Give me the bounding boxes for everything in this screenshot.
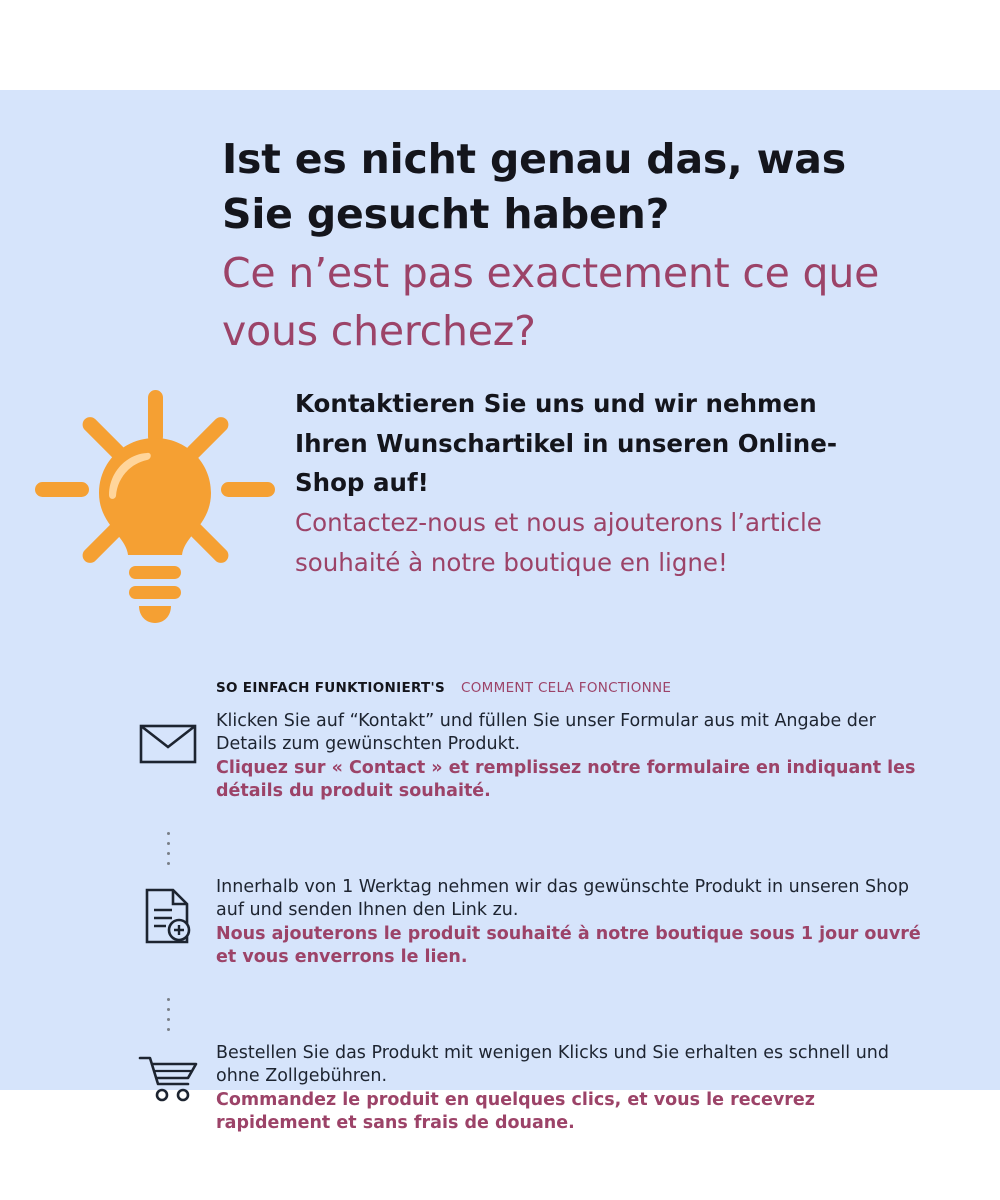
step-french: Cliquez sur « Contact » et remplissez notre formulaire en indiquant les détails du produit souhaité.: [216, 757, 916, 801]
step-french: Nous ajouterons le produit souhaité à notre boutique sous 1 jour ouvré et vous enverrons le lien.: [216, 923, 921, 967]
step-german: Klicken Sie auf “Kontakt” und füllen Sie unser Formular aus mit Angabe der Details zum gewünschten Produkt.: [216, 711, 876, 755]
step-french: Commandez le produit en quelques clics, et vous le recevrez rapidement et sans frais de douane.: [216, 1089, 815, 1133]
intro-german: Kontaktieren Sie uns und wir nehmen Ihren Wunschartikel in unseren Online-Shop auf!: [295, 389, 838, 498]
list-item: [120, 876, 940, 986]
step-text: [216, 1042, 940, 1135]
step-german: Bestellen Sie das Produkt mit wenigen Klicks und Sie erhalten es schnell und ohne Zollgebühren.: [216, 1043, 890, 1087]
envelope-icon: [120, 710, 216, 766]
intro-french: Contactez-nous et nous ajouterons l’article souhaité à notre boutique en ligne!: [295, 508, 822, 577]
step-connector: [120, 820, 940, 876]
list-item: [120, 710, 940, 820]
howto-heading: [216, 680, 671, 696]
step-text: [216, 876, 940, 969]
step-german: Innerhalb von 1 Werktag nehmen wir das gewünschte Produkt in unseren Shop auf und senden Ihnen den Link zu.: [216, 877, 909, 921]
lightbulb-icon: [35, 390, 275, 640]
step-connector: [120, 986, 940, 1042]
list-item: [120, 1042, 940, 1152]
intro-paragraph: [295, 384, 895, 582]
howto-steps: [120, 710, 940, 1152]
headline-french: Ce n’est pas exactement ce que vous cherchez?: [222, 248, 880, 356]
headline-german: Ist es nicht genau das, was Sie gesucht haben?: [222, 135, 846, 238]
promo-panel: [0, 90, 1000, 1133]
howto-heading-german: SO EINFACH FUNKTIONIERT'S: [216, 680, 446, 696]
shopping-cart-icon: [120, 1042, 216, 1102]
step-text: [216, 710, 940, 803]
page-title: [222, 132, 922, 360]
document-add-icon: [120, 876, 216, 944]
howto-heading-french: COMMENT CELA FONCTIONNE: [461, 680, 672, 696]
